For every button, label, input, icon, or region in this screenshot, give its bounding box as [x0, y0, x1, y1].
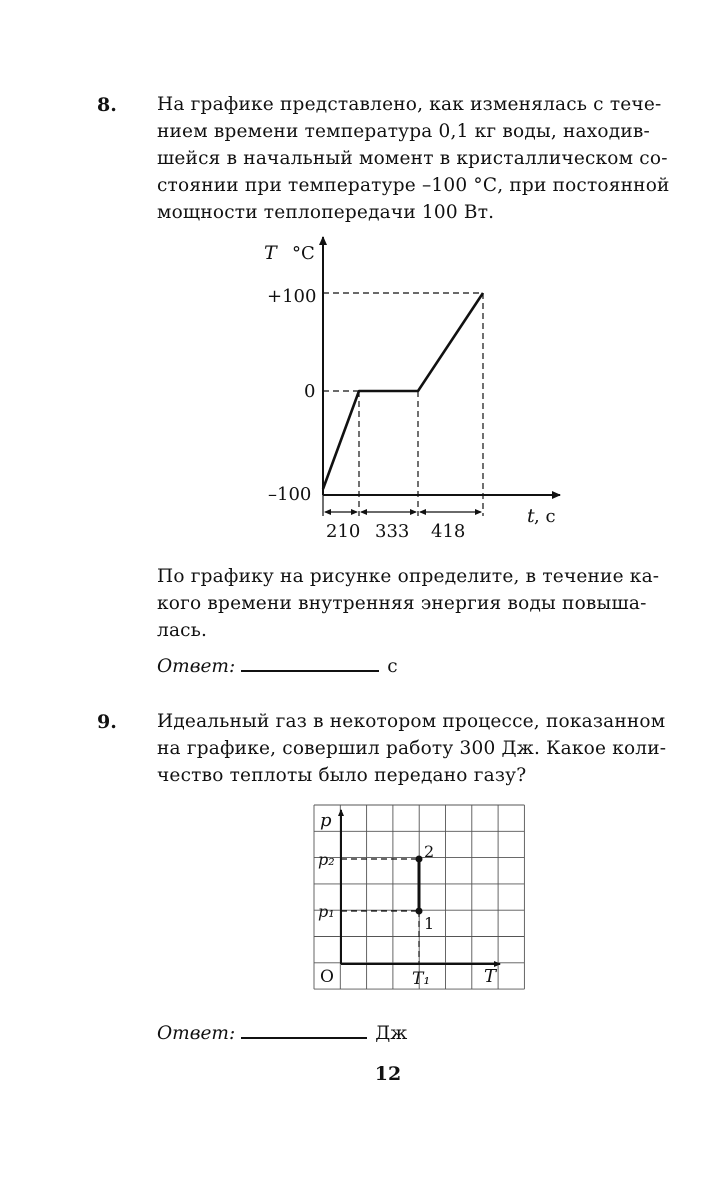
point-label-2: 2 [424, 842, 435, 861]
p-axis-label: p [320, 810, 332, 831]
problem-9-text [157, 708, 677, 789]
text-line: на графике, совершил работу 300 Дж. Какое коли- [157, 738, 667, 759]
problem-8-text [157, 91, 677, 226]
answer-label: Ответ: [157, 656, 236, 677]
answer-unit: с [387, 656, 398, 677]
problem-9-number: 9. [97, 711, 117, 733]
interval-dimensions [323, 495, 481, 516]
x-axis-unit: , с [534, 506, 556, 527]
text-line: лась. [157, 620, 208, 641]
problem-8-number: 8. [97, 94, 117, 116]
p2-tick-label: p₂ [318, 850, 335, 869]
temperature-curve [323, 293, 483, 489]
problem-8-answer [157, 654, 398, 677]
answer-field[interactable] [241, 1021, 367, 1039]
answer-label: Ответ: [157, 1023, 236, 1044]
answer-field[interactable] [241, 654, 379, 672]
grid [314, 805, 524, 989]
T1-tick-label: T₁ [412, 969, 431, 989]
point-label-1: 1 [424, 914, 435, 933]
text-line: мощности теплопередачи 100 Вт. [157, 202, 495, 223]
page-number: 12 [374, 1063, 402, 1085]
interval-label: 210 [326, 521, 361, 542]
interval-label: 418 [431, 521, 466, 542]
answer-unit: Дж [375, 1023, 408, 1044]
x-axis-symbol: t [527, 505, 535, 527]
T-axis-label: T [484, 966, 497, 987]
text-line: нием времени температура 0,1 кг воды, находив- [157, 121, 650, 142]
interval-label: 333 [375, 521, 410, 542]
text-line: чество теплоты было передано газу? [157, 765, 527, 786]
y-tick-label: 0 [304, 381, 316, 402]
text-line: По графику на рисунке определите, в течение ка- [157, 566, 660, 587]
text-line: кого времени внутренняя энергия воды повыша- [157, 593, 647, 614]
guide-lines [323, 293, 483, 516]
problem-9-answer [157, 1021, 407, 1044]
state-point-2 [416, 856, 423, 863]
y-axis-symbol: T [264, 242, 277, 264]
text-line: На графике представлено, как изменялась с тече- [157, 94, 662, 115]
y-axis-unit: °C [292, 243, 315, 264]
p1-tick-label: p₁ [318, 902, 335, 921]
y-tick-label: +100 [267, 286, 317, 307]
text-line: стоянии при температуре –100 °С, при постоянной [157, 175, 670, 196]
text-line: шейся в начальный момент в кристаллическом со- [157, 148, 668, 169]
y-tick-label: –100 [268, 484, 312, 505]
state-point-1 [416, 908, 423, 915]
origin-label: O [320, 967, 334, 987]
text-line: Идеальный газ в некотором процессе, показанном [157, 711, 666, 732]
problem-8-question [157, 563, 677, 644]
